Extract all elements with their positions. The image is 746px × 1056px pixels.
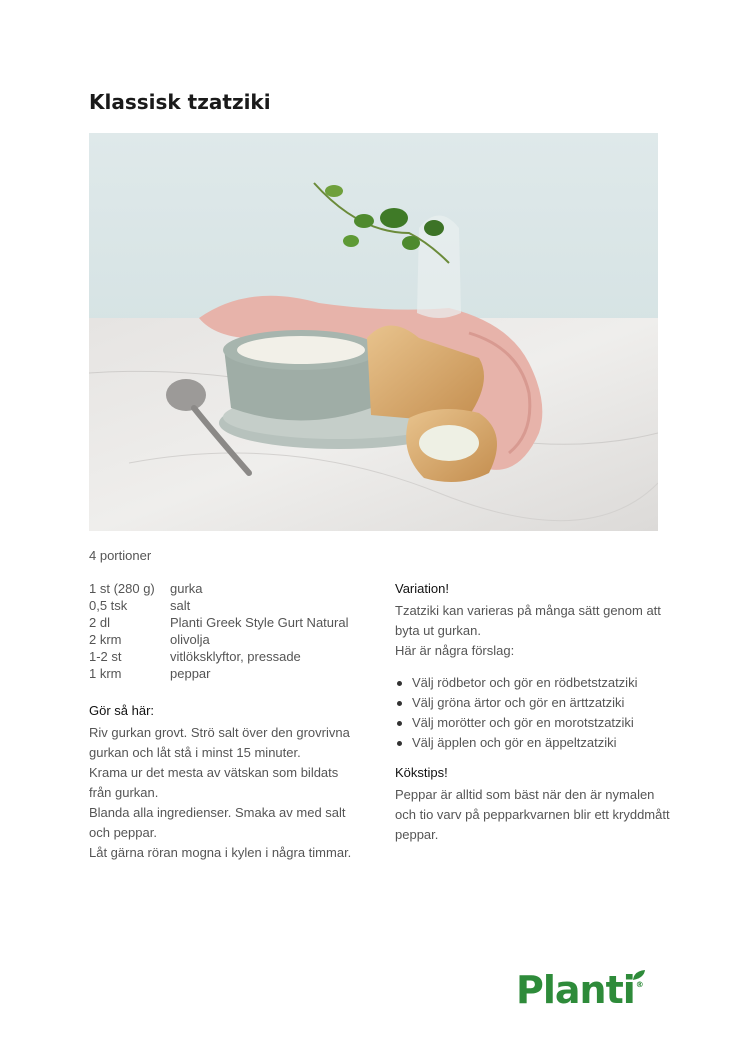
list-item: Välj morötter och gör en morotstzatziki: [395, 713, 675, 733]
variation-text-block: [395, 601, 675, 661]
registered-mark: ®: [635, 980, 644, 989]
tips-heading: Kökstips!: [395, 765, 448, 780]
ingredient-row: [89, 631, 348, 648]
variation-list: [395, 673, 675, 753]
ingredient-name: Planti Greek Style Gurt Natural: [170, 615, 349, 630]
ingredient-name: peppar: [170, 666, 211, 681]
recipe-photo: [89, 133, 658, 531]
ingredient-name: vitlöksklyftor, pressade: [170, 649, 301, 664]
logo-text: Planti: [516, 968, 635, 1012]
ingredient-list: [89, 580, 348, 682]
ingredient-name: salt: [170, 598, 191, 613]
ingredient-name: gurka: [170, 581, 203, 596]
ingredient-row: [89, 614, 348, 631]
variation-intro: Här är några förslag:: [395, 643, 515, 658]
recipe-title: Klassisk tzatziki: [89, 90, 271, 114]
list-item: Välj äpplen och gör en äppeltzatziki: [395, 733, 675, 753]
method-heading: Gör så här:: [89, 703, 155, 718]
ingredient-quantity: 2 krm: [89, 632, 122, 647]
ingredient-name: olivolja: [170, 632, 210, 647]
method-section: [89, 702, 359, 863]
ingredient-row: [89, 580, 348, 597]
method-step: Låt gärna röran mogna i kylen i några timmar.: [89, 845, 352, 860]
ingredient-quantity: 1-2 st: [89, 649, 122, 664]
list-item: Välj gröna ärtor och gör en ärttzatziki: [395, 693, 675, 713]
tips-section: [395, 764, 675, 845]
variation-section: [395, 580, 675, 753]
tips-text-block: [395, 785, 675, 845]
tips-text: Peppar är alltid som bäst när den är nymalen och tio varv på pepparkvarnen blir ett kryddmått peppar.: [395, 787, 670, 842]
variation-heading: Variation!: [395, 581, 449, 596]
leaf-icon: [632, 969, 646, 981]
method-step: Blanda alla ingredienser. Smaka av med salt och peppar.: [89, 805, 346, 840]
ingredient-quantity: 2 dl: [89, 615, 110, 630]
method-step: Krama ur det mesta av vätskan som bildats från gurkan.: [89, 765, 339, 800]
ingredient-quantity: 0,5 tsk: [89, 598, 128, 613]
ingredient-row: [89, 597, 348, 614]
method-steps: [89, 723, 359, 863]
list-item: Välj rödbetor och gör en rödbetstzatziki: [395, 673, 675, 693]
method-step: Riv gurkan grovt. Strö salt över den grovrivna gurkan och låt stå i minst 15 minuter.: [89, 725, 350, 760]
planti-logo: [516, 968, 644, 1012]
portions: 4 portioner: [89, 548, 152, 563]
ingredient-row: [89, 665, 348, 682]
variation-text: Tzatziki kan varieras på många sätt genom att byta ut gurkan.: [395, 603, 661, 638]
ingredient-row: [89, 648, 348, 665]
ingredient-quantity: 1 st (280 g): [89, 581, 155, 596]
ingredient-quantity: 1 krm: [89, 666, 122, 681]
